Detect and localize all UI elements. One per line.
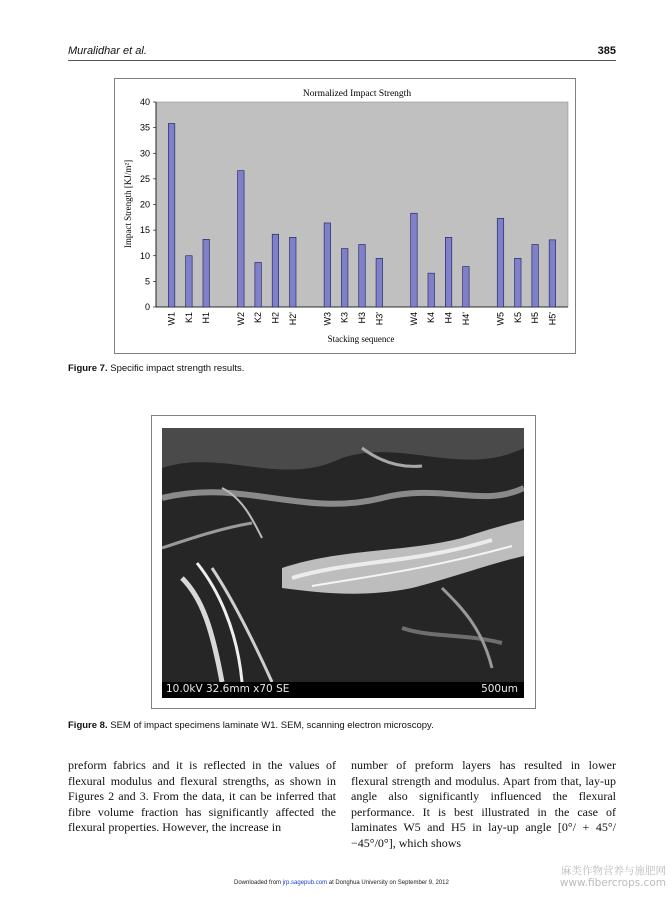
x-tick-label: H5: [530, 312, 541, 324]
x-tick-label: H3': [374, 312, 385, 326]
bar-H3: [359, 244, 366, 307]
x-tick-labels: [167, 312, 558, 326]
x-tick-label: K5: [512, 312, 523, 324]
chart-title: Normalized Impact Strength: [302, 89, 412, 99]
bar-K2: [255, 262, 262, 307]
bar-H4: [445, 237, 452, 307]
page-number: 385: [597, 45, 616, 57]
download-footer: [234, 880, 449, 886]
body-right-column: number of preform layers has resulted in lower flexural strength and modulus. Apart from that, lay-up angle also significantly influenced the flexural performance. It is best illustrated in the case of laminates W5 and H5 in lay-up angle [0°/ + 45°/−45°/0°], which shows: [351, 758, 616, 850]
bar-W1: [168, 124, 175, 307]
bar-H5: [532, 244, 539, 307]
x-tick-label: K3: [339, 312, 350, 324]
figure-8-caption: [68, 720, 434, 731]
bar-H4': [463, 267, 470, 307]
bar-W4: [411, 213, 418, 307]
bar-H5': [549, 240, 556, 307]
x-tick-label: K1: [183, 312, 194, 324]
running-head-authors: Muralidhar et al.: [68, 45, 147, 57]
y-tick-label: 25: [139, 173, 150, 184]
x-tick-label: H4: [443, 312, 454, 324]
figure-8-caption-text: SEM of impact specimens laminate W1. SEM, scanning electron microscopy.: [110, 720, 434, 731]
sem-scale-label: 500um: [481, 683, 518, 695]
x-tick-label: W1: [166, 312, 177, 326]
bar-H2: [272, 234, 279, 307]
bar-W2: [238, 171, 245, 307]
x-tick-label: K2: [253, 312, 264, 324]
footer-suffix: at Donghua University on September 9, 2012: [328, 880, 449, 886]
y-tick-label: 40: [139, 97, 150, 107]
x-tick-label: K4: [426, 312, 437, 324]
body-left-column: preform fabrics and it is reflected in the values of flexural modulus and flexural strengths, as shown in Figures 2 and 3. From the data, it can be inferred that fibre volume fraction has significantly affected the flexural properties. However, the increase in: [68, 758, 336, 834]
bar-K3: [341, 249, 348, 307]
figure-7-caption-label: Figure 7.: [68, 363, 108, 374]
sem-info-bar: [162, 682, 524, 698]
bar-K5: [515, 258, 522, 307]
footer-link[interactable]: jrp.sagepub.com: [282, 880, 328, 886]
y-tick-label: 0: [144, 302, 150, 312]
x-tick-label: H2: [270, 312, 281, 324]
figure-8-caption-label: Figure 8.: [68, 720, 108, 731]
header-rule: [68, 60, 616, 61]
watermark-url: www.fibercrops.com: [559, 877, 666, 889]
y-axis-label: Impact Strength [KJ/m²]: [123, 159, 133, 249]
bar-W3: [324, 223, 331, 307]
figure-7-caption: [68, 363, 244, 374]
x-tick-label: W3: [322, 312, 333, 326]
bar-W5: [497, 218, 504, 307]
bar-H2': [290, 237, 297, 307]
sem-micrograph: [162, 428, 524, 698]
y-tick-label: 15: [139, 225, 150, 236]
x-tick-label: H4': [460, 312, 471, 326]
y-tick-label: 30: [139, 148, 150, 159]
y-tick-label: 10: [139, 250, 150, 261]
bar-K1: [186, 256, 193, 307]
x-axis-label: Stacking sequence: [327, 334, 395, 344]
sem-fiber-texture: [162, 428, 524, 682]
figure-7-caption-text: Specific impact strength results.: [110, 363, 245, 374]
x-tick-label: W4: [408, 312, 419, 326]
y-tick-label: 20: [139, 199, 150, 210]
bar-H3': [376, 258, 383, 307]
x-tick-label: H2': [287, 312, 298, 326]
x-tick-label: W2: [235, 312, 246, 326]
footer-prefix: Downloaded from: [234, 880, 282, 886]
y-tick-label: 35: [139, 122, 150, 133]
x-tick-label: H5': [547, 312, 558, 326]
figure-7-frame: [114, 78, 576, 354]
impact-strength-chart: [115, 79, 575, 353]
watermark: [560, 865, 666, 889]
bar-K4: [428, 273, 435, 307]
figure-8-frame: [151, 415, 536, 709]
sem-parameters: 10.0kV 32.6mm x70 SE: [166, 683, 290, 695]
y-tick-label: 5: [144, 276, 150, 287]
watermark-chinese: 麻类作物营养与施肥网: [561, 865, 666, 877]
x-tick-label: H3: [357, 312, 367, 324]
x-tick-label: W5: [495, 312, 506, 326]
x-tick-label: H1: [201, 312, 212, 324]
bar-H1: [203, 239, 210, 307]
